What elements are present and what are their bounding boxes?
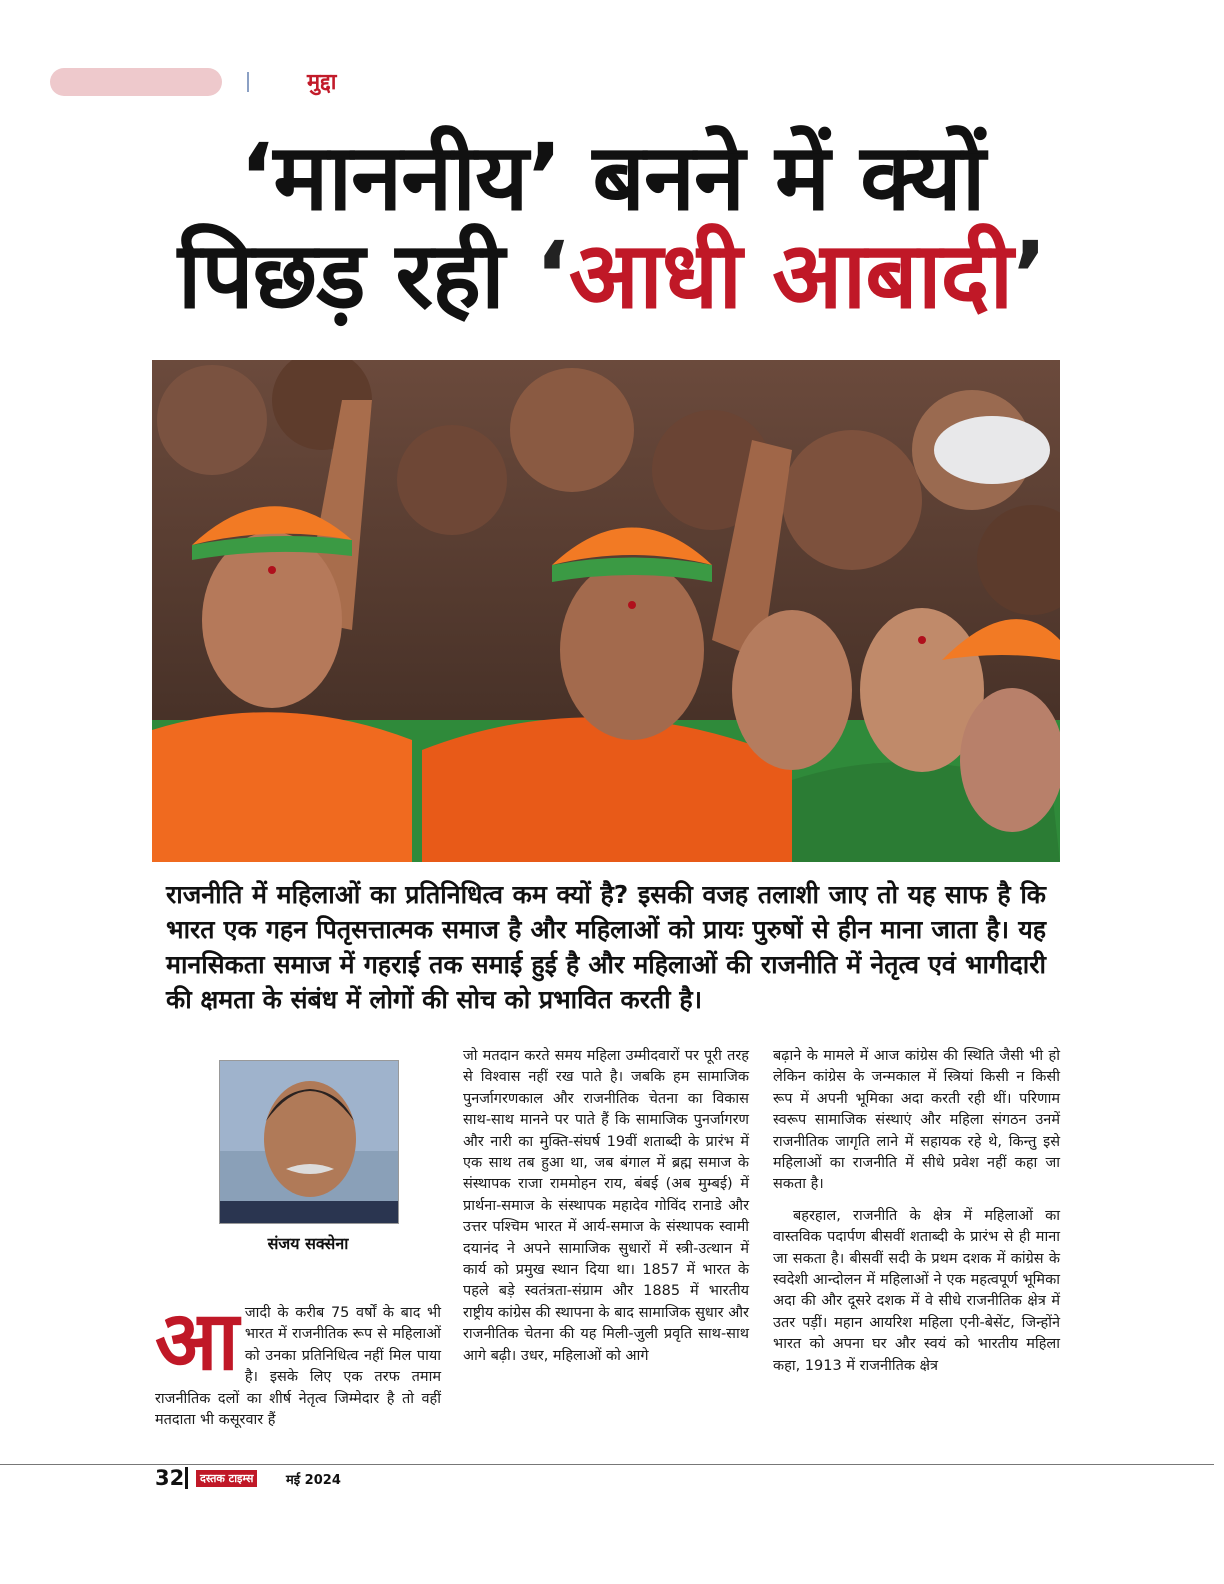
- headline-line-2: [0, 222, 1224, 329]
- drop-cap: आ: [155, 1294, 239, 1389]
- body-column-2: [463, 1046, 749, 1367]
- headline-line-2-black: पिछड़ रही: [177, 222, 504, 329]
- lead-photo: [152, 360, 1060, 862]
- body-column-2-text: जो मतदान करते समय महिला उम्मीदवारों पर पूरी तरह से विश्वास नहीं रख पाते है। जबकि हम सामाजिक पुनर्जागरणकाल और राजनीतिक चेतना का विकास साथ-साथ मानने पर पाते हैं कि सामाजिक पुनर्जागरण और नारी का मुक्ति-संघर्ष 19वीं शताब्दी के प्रारंभ में एक साथ तब हुआ था, जब बंगाल में ब्रह्म समाज के संस्थापक राजा राममोहन राय, बंबई (अब मुम्बई) में प्रार्थना-समाज के संस्थापक महादेव गोविंद रानाडे और उत्तर पश्चिम भारत में आर्य-समाज के संस्थापक स्वामी दयानंद ने अपने सामाजिक सुधारों में स्त्री-उत्थान में कार्य को प्रमुख स्थान दिया था। 1857 में भारत के पहले बड़े स्वतंत्रता-संग्राम और 1885 में भारतीय राष्ट्रीय कांग्रेस की स्थापना के बाद सामाजिक सुधार और राजनीतिक चेतना की यह मिली-जुली प्रवृति साथ-साथ आगे बढ़ी। उधर, महिलाओं को आगे: [463, 1048, 749, 1364]
- author-name: संजय सक्सेना: [267, 1234, 349, 1253]
- headline-quote-close: ’: [1012, 222, 1047, 329]
- footer-separator: [185, 1467, 188, 1489]
- issue-date: मई 2024: [286, 1473, 341, 1488]
- body-column-3: [773, 1046, 1060, 1377]
- body-column-3-paragraph-2: बहरहाल, राजनीति के क्षेत्र में महिलाओं का वास्तविक पदार्पण बीसवीं शताब्दी के प्रारंभ से ही माना जा सकता है। बीसवीं सदी के प्रथम दशक में कांग्रेस के स्वदेशी आन्दोलन में महिलाओं ने एक महत्वपूर्ण भूमिका अदा की और दूसरे दशक में वे सीधे राजनीतिक क्षेत्र में उतर पड़ीं। महान आयरिश महिला एनी-बेसेंट, जिन्होंने भारत को अपना घर और स्वयं को भारतीय महिला कहा, 1913 में राजनीतिक क्षेत्र: [773, 1207, 1060, 1374]
- body-column-1: [155, 1294, 441, 1431]
- headline-quote-open: ‘: [534, 222, 569, 329]
- section-label: मुद्दा: [307, 70, 337, 95]
- body-column-3-paragraph-1: बढ़ाने के मामले में आज कांग्रेस की स्थिति जैसी भी हो लेकिन कांग्रेस के जन्मकाल में स्त्रियां किसी न किसी रूप में अपनी भूमिका अदा करती रही थीं। परिणाम स्वरूप सामाजिक संस्थाएं और महिला संगठन उनमें राजनीतिक जागृति लाने में सहायक रहे थे, किन्तु इसे महिलाओं का राजनीति में सीधे प्रवेश नहीं कहा जा सकता है।: [773, 1048, 1060, 1193]
- section-pill: [50, 68, 222, 96]
- footer-rule: [0, 1464, 1214, 1465]
- lede-paragraph: राजनीति में महिलाओं का प्रतिनिधित्व कम क्यों है? इसकी वजह तलाशी जाए तो यह साफ है कि भारत एक गहन पितृसत्तात्मक समाज है और महिलाओं को प्रायः पुरुषों से हीन माना जाता है। यह मानसिकता समाज में गहराई तक समाई हुई है और महिलाओं की राजनीति में नेतृत्व एवं भागीदारी की क्षमता के संबंध में लोगों की सोच को प्रभावित करती है।: [166, 880, 1046, 1014]
- page-number: 32: [155, 1466, 185, 1490]
- headline-highlight: आधी आबादी: [568, 222, 1013, 329]
- magazine-logo: दस्तक टाइम्स: [196, 1470, 257, 1487]
- section-separator: [247, 72, 249, 92]
- author-photo: [219, 1060, 399, 1224]
- headline-line-1: ‘माननीय’ बनने में क्यों: [239, 124, 985, 231]
- body-column-1-text: जादी के करीब 75 वर्षों के बाद भी भारत में राजनीतिक रूप से महिलाओं को उनका प्रतिनिधित्व नहीं मिल पाया है। इसके लिए एक तरफ तमाम राजनीतिक दलों का शीर्ष नेतृत्व जिम्मेदार है तो वहीं मतदाता भी कसूरवार हैं: [155, 1305, 441, 1429]
